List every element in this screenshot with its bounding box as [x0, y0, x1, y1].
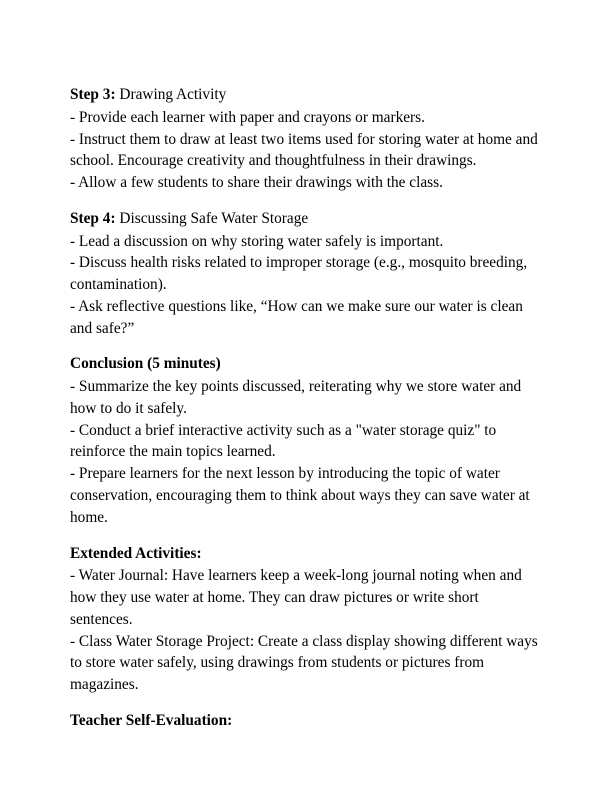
section-extended-activities [70, 543, 542, 696]
step-3-line-3: - Allow a few students to share their drawings with the class. [70, 174, 443, 192]
step-4-label: Step 4: [70, 209, 116, 227]
step-3-title: Drawing Activity [115, 86, 227, 103]
step-3-line-2: - Instruct them to draw at least two items used for storing water at home and school. Encourage creativity and thoughtfulness in their drawings. [70, 130, 538, 170]
conclusion-line-1: - Summarize the key points discussed, reiterating why we store water and how to do it safely. [70, 378, 522, 417]
section-step-4 [70, 208, 542, 340]
step-4-line-1: - Lead a discussion on why storing water safely is important. [70, 232, 444, 250]
conclusion-heading: Conclusion (5 minutes) [70, 355, 221, 373]
section-conclusion [70, 353, 542, 528]
conclusion-line-3: - Prepare learners for the next lesson by introducing the topic of water conservation, encouraging them to think about ways they can save water at home. [70, 465, 530, 526]
step-3-heading [70, 84, 542, 106]
extended-activities-line-2: - Class Water Storage Project: Create a class display showing different ways to store water safely, using drawings from students or pictures from magazines. [70, 632, 538, 694]
step-4-line-3: - Ask reflective questions like, “How can we make sure our water is clean and safe?” [70, 297, 523, 337]
step-4-title: Discussing Safe Water Storage [115, 209, 309, 227]
section-teacher-self-evaluation [70, 710, 542, 732]
extended-activities-line-1: - Water Journal: Have learners keep a week-long journal noting when and how they use water at home. They can draw pictures or write short sentences. [70, 567, 522, 628]
step-3-label: Step 3: [70, 86, 116, 103]
document-body [70, 84, 542, 733]
extended-activities-heading: Extended Activities: [70, 544, 202, 562]
step-4-heading [70, 208, 542, 230]
step-4-line-2: - Discuss health risks related to improper storage (e.g., mosquito breeding, contamination). [70, 254, 528, 294]
teacher-self-evaluation-heading: Teacher Self-Evaluation: [70, 711, 233, 729]
conclusion-line-2: - Conduct a brief interactive activity such as a "water storage quiz" to reinforce the main topics learned. [70, 421, 497, 461]
section-step-3 [70, 84, 542, 194]
step-3-line-1: - Provide each learner with paper and crayons or markers. [70, 108, 425, 126]
